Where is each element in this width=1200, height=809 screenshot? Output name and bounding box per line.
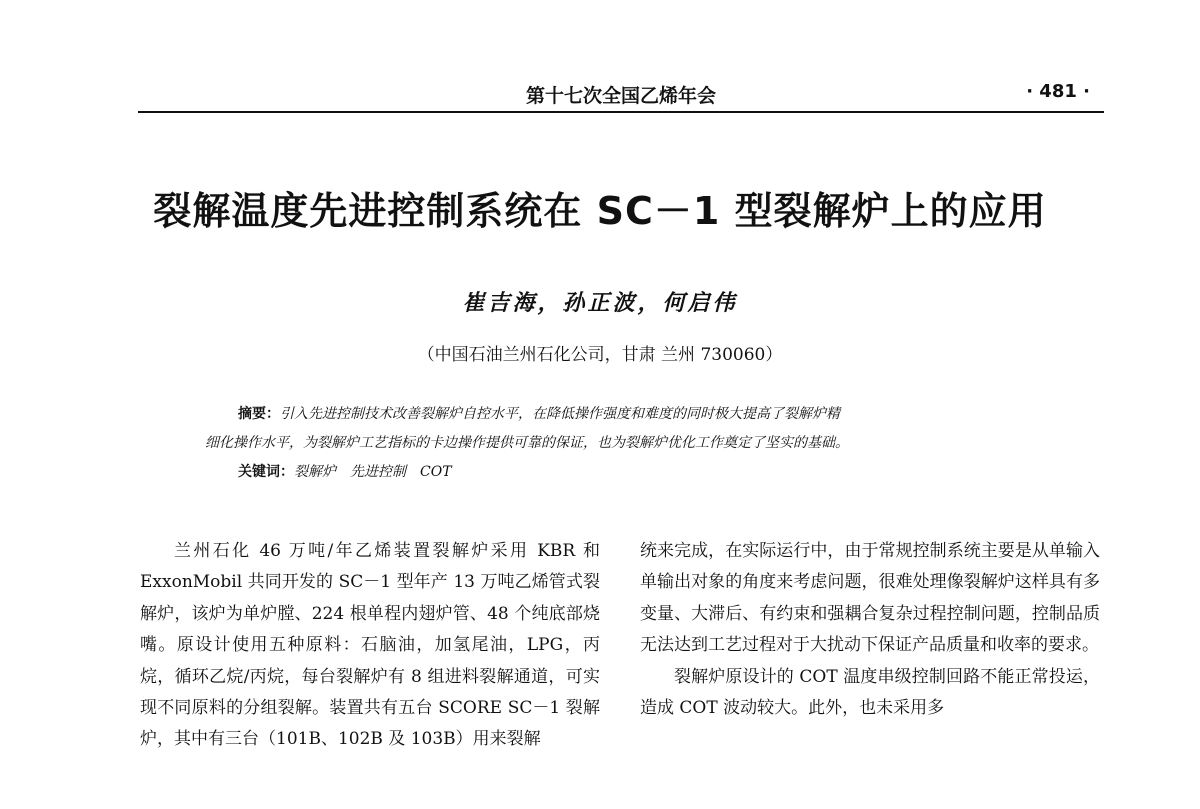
page-number: · 481 · bbox=[1026, 81, 1090, 102]
header-rule bbox=[138, 111, 1104, 113]
keywords bbox=[205, 458, 1055, 487]
abstract-text-1: 引入先进控制技术改善裂解炉自控水平，在降低操作强度和难度的同时极大提高了裂解炉精 bbox=[280, 406, 840, 422]
body-column-left bbox=[140, 536, 600, 756]
abstract bbox=[205, 400, 1055, 487]
conference-name: 第十七次全国乙烯年会 bbox=[525, 85, 716, 107]
body-column-right bbox=[640, 536, 1100, 724]
paper-title: 裂解温度先进控制系统在 SC－1 型裂解炉上的应用 bbox=[153, 189, 1047, 233]
abstract-label: 摘要： bbox=[238, 406, 280, 422]
running-header bbox=[138, 78, 1104, 108]
body-paragraph: 裂解炉原设计的 COT 温度串级控制回路不能正常投运，造成 COT 波动较大。此外，也未采用多 bbox=[640, 666, 1100, 719]
abstract-line-2: 细化操作水平，为裂解炉工艺指标的卡边操作提供可靠的保证，也为裂解炉优化工作奠定了坚实的基础。 bbox=[205, 435, 849, 451]
authors: 崔吉海，孙正波，何启伟 bbox=[462, 290, 738, 316]
keywords-text: 裂解炉 先进控制 COT bbox=[294, 464, 452, 480]
keywords-label: 关键词： bbox=[238, 464, 294, 480]
body-paragraph: 兰州石化 46 万吨/年乙烯装置裂解炉采用 KBR 和 ExxonMobil 共同开发的 SC－1 型年产 13 万吨乙烯管式裂解炉，该炉为单炉膛、224 根单程内翅炉管、48 个纯底部烧嘴。原设计使用五种原料：石脑油，加氢尾油，LPG，丙烷，循环乙烷/丙烷，每台裂解炉有 8 组进料裂解通道，可实现不同原料的分组裂解。装置共有五台 SCORE SC－1 裂解炉，其中有三台（101B、102B 及 103B）用来裂解 bbox=[140, 541, 600, 750]
abstract-line-1 bbox=[205, 400, 1055, 429]
affiliation: （中国石油兰州石化公司，甘肃 兰州 730060） bbox=[417, 345, 783, 365]
body-paragraph: 统来完成，在实际运行中，由于常规控制系统主要是从单输入单输出对象的角度来考虑问题，很难处理像裂解炉这样具有多变量、大滞后、有约束和强耦合复杂过程控制问题，控制品质无法达到工艺过程对于大扰动下保证产品质量和收率的要求。 bbox=[640, 541, 1100, 656]
